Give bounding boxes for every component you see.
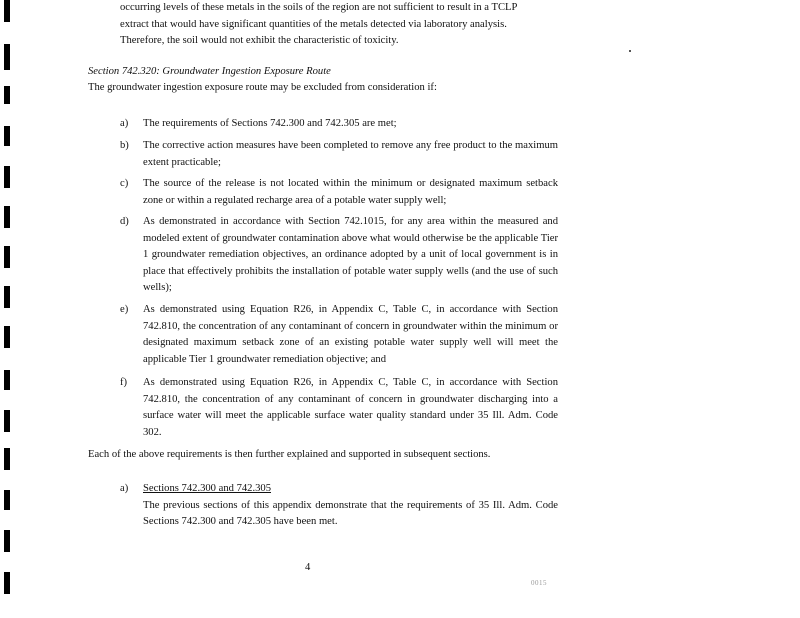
scan-mark bbox=[4, 86, 10, 104]
scan-mark bbox=[4, 286, 10, 308]
subsection-title: Sections 742.300 and 742.305 bbox=[143, 483, 271, 494]
subsection-a bbox=[120, 481, 558, 531]
scan-mark bbox=[4, 246, 10, 268]
requirement-text: The source of the release is not located within the minimum or designated maximum setback zone or within a regulated recharge area of a potable water supply well; bbox=[143, 178, 558, 206]
scan-mark bbox=[4, 490, 10, 510]
requirement-label: b) bbox=[120, 140, 129, 151]
scan-edge-marks bbox=[0, 0, 14, 618]
bates-stamp: 0015 bbox=[531, 579, 547, 587]
requirement-text: As demonstrated using Equation R26, in Appendix C, Table C, in accordance with Section 742.810, the concentration of any contaminant of concern in groundwater discharging into a surface water will meet the applicable surface water quality standard under 35 Ill. Adm. Code 302. bbox=[143, 377, 558, 438]
requirement-c bbox=[120, 176, 558, 209]
paragraph-line: Therefore, the soil would not exhibit the characteristic of toxicity. bbox=[120, 35, 399, 46]
scan-mark bbox=[4, 0, 10, 22]
top-paragraph bbox=[88, 0, 558, 50]
scan-mark bbox=[4, 166, 10, 188]
requirement-label: c) bbox=[120, 178, 129, 189]
requirement-f bbox=[120, 375, 558, 441]
requirement-label: d) bbox=[120, 216, 129, 227]
scan-mark bbox=[4, 370, 10, 390]
requirement-text: The requirements of Sections 742.300 and 742.305 are met; bbox=[143, 118, 397, 129]
requirement-text: As demonstrated using Equation R26, in Appendix C, Table C, in accordance with Section 742.810, the concentration of any contaminant of concern in groundwater within the minimum or designated maximum setback zone of an existing potable water supply well will meet the applicable Tier 1 groundwater remediation objective; and bbox=[143, 304, 558, 365]
scan-mark bbox=[4, 572, 10, 594]
requirement-label: f) bbox=[120, 377, 128, 388]
page-number: 4 bbox=[305, 562, 311, 573]
requirement-text: As demonstrated in accordance with Section 742.1015, for any area within the measured and modeled extent of groundwater contamination above what would otherwise be the applicable Tier 1 groundwater remediation objectives, an ordinance adopted by a unit of local government is in place that effectively prohibits the installation of potable water supply wells (and the use of such wells); bbox=[143, 216, 558, 293]
requirement-text: The corrective action measures have been completed to remove any free product to the maximum extent practicable; bbox=[143, 140, 558, 168]
requirement-a bbox=[120, 116, 558, 133]
scan-speck bbox=[629, 50, 631, 52]
section-intro: The groundwater ingestion exposure route may be excluded from consideration if: bbox=[88, 82, 437, 93]
scan-mark bbox=[4, 448, 10, 470]
requirement-label: a) bbox=[120, 118, 129, 129]
scan-mark bbox=[4, 44, 10, 70]
requirement-label: e) bbox=[120, 304, 129, 315]
section-heading: Section 742.320: Groundwater Ingestion Exposure Route bbox=[88, 66, 331, 77]
paragraph-line: occurring levels of these metals in the soils of the region are not sufficient to result in a TCLP bbox=[120, 2, 518, 13]
scan-mark bbox=[4, 206, 10, 228]
scan-mark bbox=[4, 410, 10, 432]
requirement-d bbox=[120, 214, 558, 297]
requirement-e bbox=[120, 302, 558, 368]
scan-mark bbox=[4, 530, 10, 552]
requirement-b bbox=[120, 138, 558, 171]
summary-sentence: Each of the above requirements is then further explained and supported in subsequent sections. bbox=[88, 449, 491, 460]
scan-mark bbox=[4, 326, 10, 348]
subsection-label: a) bbox=[120, 483, 129, 494]
paragraph-line: extract that would have significant quantities of the metals detected via laboratory analysis. bbox=[120, 18, 507, 30]
scan-mark bbox=[4, 126, 10, 146]
subsection-body: The previous sections of this appendix demonstrate that the requirements of 35 Ill. Adm. Code Sections 742.300 and 742.305 have been met. bbox=[143, 499, 558, 527]
